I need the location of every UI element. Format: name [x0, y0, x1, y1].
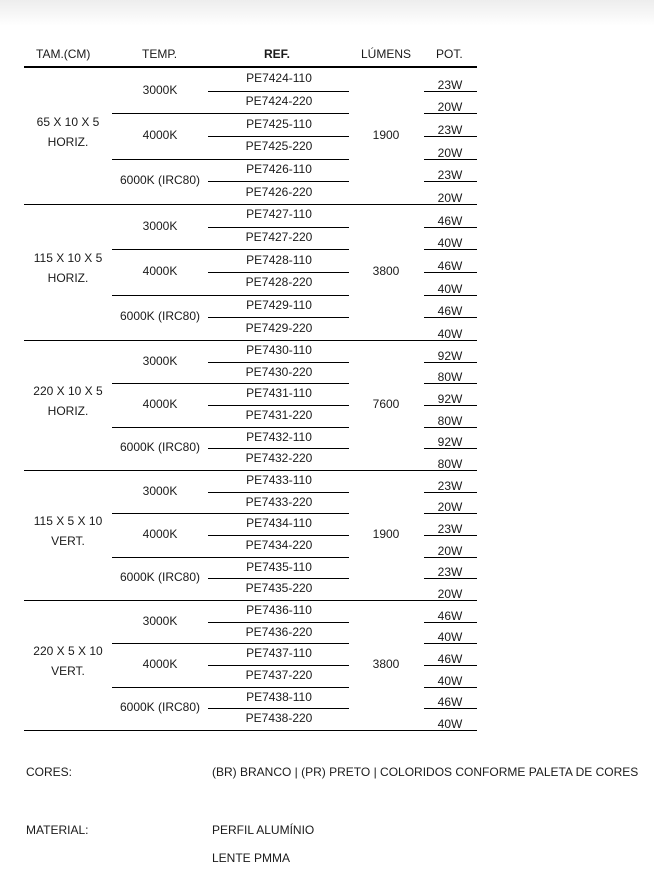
- ref-code: PE7424-220: [245, 94, 313, 108]
- power-value: 20W: [437, 100, 463, 115]
- ref-code: PE7430-220: [245, 364, 313, 379]
- power-rule: [424, 578, 477, 579]
- power-rule: [424, 249, 477, 250]
- cores-label: CORES:: [26, 765, 73, 779]
- size-label: HORIZ.: [47, 271, 89, 285]
- header-rule: [24, 66, 477, 68]
- power-rule: [424, 272, 477, 273]
- temp-rule: [112, 687, 349, 688]
- ref-code: PE7433-110: [246, 472, 312, 487]
- lumens-value: 3800: [372, 264, 400, 278]
- power-value: 46W: [437, 695, 463, 710]
- lumens-value: 3800: [372, 657, 400, 671]
- power-rule: [424, 362, 477, 363]
- temp-label: 6000K (IRC80): [119, 700, 201, 715]
- power-value: 40W: [437, 236, 463, 251]
- ref-code: PE7424-110: [246, 71, 312, 86]
- size-label: 65 X 10 X 5: [36, 115, 100, 129]
- row-rule: [208, 492, 349, 493]
- temp-label: 4000K: [142, 128, 178, 142]
- size-label: 220 X 10 X 5: [33, 384, 103, 398]
- row-rule: [208, 362, 349, 363]
- power-rule: [424, 91, 477, 92]
- temp-label: 3000K: [142, 218, 178, 233]
- temp-label: 3000K: [142, 613, 178, 628]
- power-value: 46W: [437, 213, 463, 228]
- power-rule: [424, 295, 477, 296]
- power-rule: [424, 448, 477, 449]
- ref-code: PE7438-220: [245, 711, 313, 726]
- power-value: 23W: [437, 77, 463, 92]
- row-rule: [208, 227, 349, 228]
- power-rule: [424, 492, 477, 493]
- power-rule: [424, 687, 477, 688]
- ref-code: PE7438-110: [246, 689, 312, 704]
- ref-code: PE7432-110: [246, 429, 312, 444]
- power-value: 92W: [437, 392, 463, 406]
- power-value: 20W: [437, 191, 463, 205]
- temp-rule: [112, 643, 349, 644]
- temp-label: 3000K: [142, 82, 178, 97]
- power-rule: [424, 113, 477, 114]
- header-size: TAM.(CM): [36, 47, 91, 61]
- ref-code: PE7425-110: [246, 116, 312, 131]
- power-value: 40W: [437, 717, 463, 731]
- size-label: 115 X 10 X 5: [33, 251, 103, 265]
- temp-label: 3000K: [142, 483, 178, 498]
- power-rule: [424, 227, 477, 228]
- power-rule: [424, 383, 477, 384]
- ref-code: PE7431-110: [246, 386, 312, 401]
- row-rule: [208, 405, 349, 406]
- size-label: VERT.: [51, 664, 85, 678]
- group-rule: [24, 470, 477, 471]
- temp-rule: [112, 513, 349, 514]
- ref-code: PE7426-220: [245, 184, 313, 199]
- power-value: 20W: [437, 587, 463, 601]
- power-value: 80W: [437, 413, 463, 428]
- temp-rule: [112, 295, 349, 296]
- ref-code: PE7426-110: [246, 162, 312, 176]
- ref-code: PE7436-110: [246, 602, 312, 617]
- power-value: 92W: [437, 348, 463, 363]
- power-value: 23W: [437, 565, 463, 580]
- ref-code: PE7437-110: [246, 646, 312, 661]
- temp-rule: [112, 383, 349, 384]
- power-rule: [424, 665, 477, 666]
- top-shadow: [0, 0, 654, 26]
- power-value: 46W: [437, 304, 463, 319]
- power-rule: [424, 643, 477, 644]
- size-label: 115 X 5 X 10: [33, 514, 103, 528]
- power-value: 20W: [437, 543, 463, 558]
- power-value: 40W: [437, 673, 463, 688]
- power-value: 46W: [437, 259, 463, 273]
- row-rule: [208, 136, 349, 137]
- temp-label: 6000K (IRC80): [119, 173, 201, 188]
- size-label: VERT.: [51, 534, 85, 548]
- size-label: HORIZ.: [47, 404, 89, 418]
- power-value: 46W: [437, 608, 463, 623]
- power-value: 80W: [437, 370, 463, 385]
- row-rule: [208, 708, 349, 709]
- row-rule: [208, 535, 349, 536]
- ref-code: PE7429-220: [245, 320, 313, 335]
- ref-code: PE7427-220: [245, 230, 313, 244]
- group-rule: [24, 730, 477, 731]
- row-rule: [208, 578, 349, 579]
- power-value: 20W: [437, 500, 463, 515]
- power-rule: [424, 535, 477, 536]
- temp-label: 4000K: [142, 527, 178, 541]
- row-rule: [208, 91, 349, 92]
- temp-rule: [112, 557, 349, 558]
- temp-rule: [112, 427, 349, 428]
- ref-code: PE7428-110: [246, 252, 312, 267]
- ref-code: PE7433-220: [245, 494, 313, 509]
- header-lumens: LÚMENS: [361, 47, 412, 61]
- power-value: 40W: [437, 281, 463, 296]
- material-label: MATERIAL:: [26, 823, 89, 837]
- power-value: 92W: [437, 435, 463, 450]
- temp-label: 6000K (IRC80): [119, 570, 201, 585]
- ref-code: PE7435-110: [246, 559, 312, 574]
- ref-code: PE7425-220: [245, 139, 313, 154]
- ref-code: PE7432-220: [245, 451, 313, 466]
- power-value: 40W: [437, 327, 463, 341]
- power-rule: [424, 557, 477, 558]
- size-label: 220 X 5 X 10: [33, 644, 103, 658]
- ref-code: PE7434-220: [245, 537, 313, 552]
- group-rule: [24, 340, 477, 341]
- ref-code: PE7437-220: [245, 667, 313, 682]
- power-rule: [424, 427, 477, 428]
- header-ref: REF.: [264, 47, 291, 61]
- row-rule: [208, 272, 349, 273]
- power-value: 20W: [437, 145, 463, 160]
- ref-code: PE7435-220: [245, 581, 313, 596]
- row-rule: [208, 448, 349, 449]
- temp-label: 4000K: [142, 264, 178, 278]
- power-value: 40W: [437, 630, 463, 645]
- row-rule: [208, 622, 349, 623]
- temp-rule: [112, 249, 349, 250]
- lumens-value: 1900: [372, 128, 400, 142]
- temp-rule: [112, 113, 349, 114]
- row-rule: [208, 317, 349, 318]
- power-value: 23W: [437, 478, 463, 493]
- power-rule: [424, 708, 477, 709]
- header-temp: TEMP.: [142, 47, 178, 61]
- ref-code: PE7436-220: [245, 624, 313, 639]
- cores-value: (BR) BRANCO | (PR) PRETO | COLORIDOS CONFORME PALETA DE CORES: [212, 765, 639, 779]
- ref-code: PE7434-110: [246, 516, 312, 531]
- ref-code: PE7428-220: [245, 275, 313, 290]
- temp-rule: [112, 159, 349, 160]
- lumens-value: 1900: [372, 527, 400, 541]
- temp-label: 6000K (IRC80): [119, 440, 201, 455]
- ref-code: PE7431-220: [245, 407, 313, 422]
- power-value: 46W: [437, 652, 463, 666]
- temp-label: 6000K (IRC80): [119, 309, 201, 324]
- group-rule: [24, 204, 477, 205]
- power-rule: [424, 181, 477, 182]
- power-value: 23W: [437, 522, 463, 536]
- ref-code: PE7430-110: [246, 342, 312, 357]
- header-power: POT.: [436, 47, 463, 61]
- temp-label: 3000K: [142, 353, 178, 368]
- power-rule: [424, 622, 477, 623]
- material-value-2: LENTE PMMA: [212, 851, 291, 865]
- ref-code: PE7429-110: [246, 298, 312, 312]
- row-rule: [208, 665, 349, 666]
- power-rule: [424, 159, 477, 160]
- power-rule: [424, 513, 477, 514]
- power-rule: [424, 405, 477, 406]
- group-rule: [24, 600, 477, 601]
- temp-label: 4000K: [142, 397, 178, 411]
- power-rule: [424, 317, 477, 318]
- power-value: 23W: [437, 168, 463, 183]
- material-value-1: PERFIL ALUMÍNIO: [212, 823, 315, 837]
- power-value: 23W: [437, 123, 463, 137]
- lumens-value: 7600: [372, 397, 400, 411]
- power-rule: [424, 136, 477, 137]
- row-rule: [208, 181, 349, 182]
- ref-code: PE7427-110: [246, 207, 312, 222]
- power-value: 80W: [437, 457, 463, 471]
- size-label: HORIZ.: [47, 135, 89, 149]
- temp-label: 4000K: [142, 657, 178, 671]
